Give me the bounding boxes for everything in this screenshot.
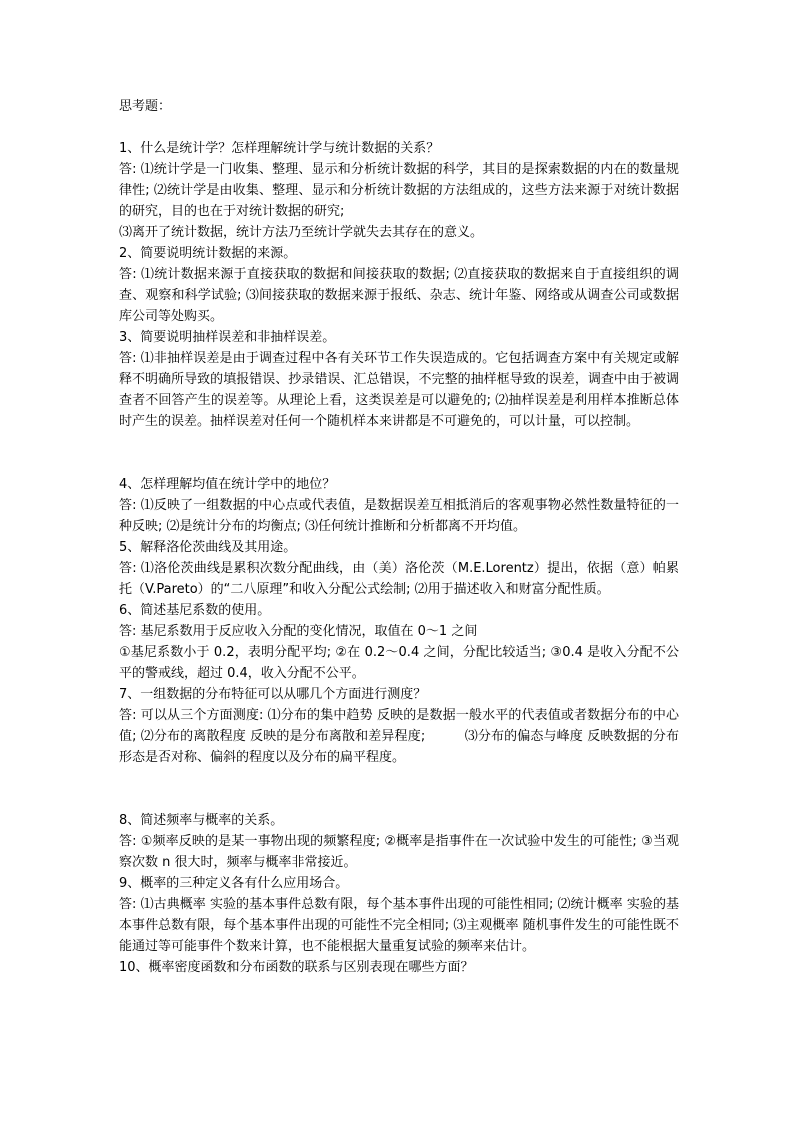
answer-paragraph: ①基尼系数小于 0.2，表明分配平均; ②在 0.2～0.4 之间，分配比较适当; ③0.4 是收入分配不公平的警戒线，超过 0.4，收入分配不公平。 xyxy=(119,645,679,681)
question: 9、概率的三种定义各有什么应用场合。 xyxy=(119,876,349,891)
answer-paragraph: 答: 基尼系数用于反应收入分配的变化情况，取值在 0～1 之间 xyxy=(119,624,478,639)
question: 1、什么是统计学？怎样理解统计学与统计数据的关系？ xyxy=(119,141,440,156)
answer-paragraph: 答: ①频率反映的是某一事物出现的频繁程度; ②概率是指事件在一次试验中发生的可能性; ③当观察次数 n 很大时，频率与概率非常接近。 xyxy=(119,834,679,870)
answer-paragraph: ⑶离开了统计数据，统计方法乃至统计学就失去其存在的意义。 xyxy=(119,225,484,240)
page-heading: 思考题： xyxy=(119,99,172,114)
question: 10、概率密度函数和分布函数的联系与区别表现在哪些方面？ xyxy=(119,960,474,975)
qa-section xyxy=(119,474,679,768)
answer-paragraph: 答: ⑴洛伦茨曲线是累积次数分配曲线，由（美）洛伦茨（M.E.Lorentz）提出，依据（意）帕累托（V.Pareto）的“二八原理”和收入分配公式绘制; ⑵用于描述收入和财富分配性质。 xyxy=(119,561,679,597)
qa-section xyxy=(119,810,679,978)
answer-paragraph: 答: 可以从三个方面测度: ⑴分布的集中趋势 反映的是数据一般水平的代表值或者数据分布的中心值; ⑵分布的离散程度 反映的是分布离散和差异程度; ⑶分布的偏态与峰度 反映数据的分布形态是否对称、偏斜的程度以及分布的扁平程度。 xyxy=(119,708,679,765)
question: 6、简述基尼系数的使用。 xyxy=(119,603,271,618)
answer-paragraph: 答: ⑴统计学是一门收集、整理、显示和分析统计数据的科学，其目的是探索数据的内在的数量规律性; ⑵统计学是由收集、整理、显示和分析统计数据的方法组成的，这些方法来源于对统计数据的研究，目的也在于对统计数据的研究; xyxy=(119,162,679,219)
answer-paragraph: 答: ⑴非抽样误差是由于调查过程中各有关环节工作失误造成的。它包括调查方案中有关规定或解释不明确所导致的填报错误、抄录错误、汇总错误，不完整的抽样框导致的误差，调查中由于被调查者不回答产生的误差等。从理论上看，这类误差是可以避免的; ⑵抽样误差是利用样本推断总体时产生的误差。抽样误差对任何一个随机样本来讲都是不可避免的，可以计量，可以控制。 xyxy=(119,351,679,429)
question: 2、简要说明统计数据的来源。 xyxy=(119,246,297,261)
question: 8、简述频率与概率的关系。 xyxy=(119,813,284,828)
answer-paragraph: 答: ⑴反映了一组数据的中心点或代表值，是数据误差互相抵消后的客观事物必然性数量特征的一种反映; ⑵是统计分布的均衡点; ⑶任何统计推断和分析都离不开均值。 xyxy=(119,498,679,534)
qa-section xyxy=(119,138,679,432)
question: 4、怎样理解均值在统计学中的地位？ xyxy=(119,477,336,492)
question: 3、简要说明抽样误差和非抽样误差。 xyxy=(119,330,336,345)
answer-paragraph: 答: ⑴统计数据来源于直接获取的数据和间接获取的数据; ⑵直接获取的数据来自于直接组织的调查、观察和科学试验; ⑶间接获取的数据来源于报纸、杂志、统计年鉴、网络或从调查公司或数据库公司等处购买。 xyxy=(119,267,679,324)
question: 7、一组数据的分布特征可以从哪几个方面进行测度？ xyxy=(119,687,427,702)
question: 5、解释洛伦茨曲线及其用途。 xyxy=(119,540,297,555)
section-gap xyxy=(119,768,679,810)
section-gap xyxy=(119,432,679,474)
answer-paragraph: 答: ⑴古典概率 实验的基本事件总数有限，每个基本事件出现的可能性相同; ⑵统计概率 实验的基本事件总数有限，每个基本事件出现的可能性不完全相同; ⑶主观概率 随机事件发生的可能性既不能通过等可能事件个数来计算，也不能根据大量重复试验的频率来估计。 xyxy=(119,897,679,954)
qa-list xyxy=(119,138,679,978)
